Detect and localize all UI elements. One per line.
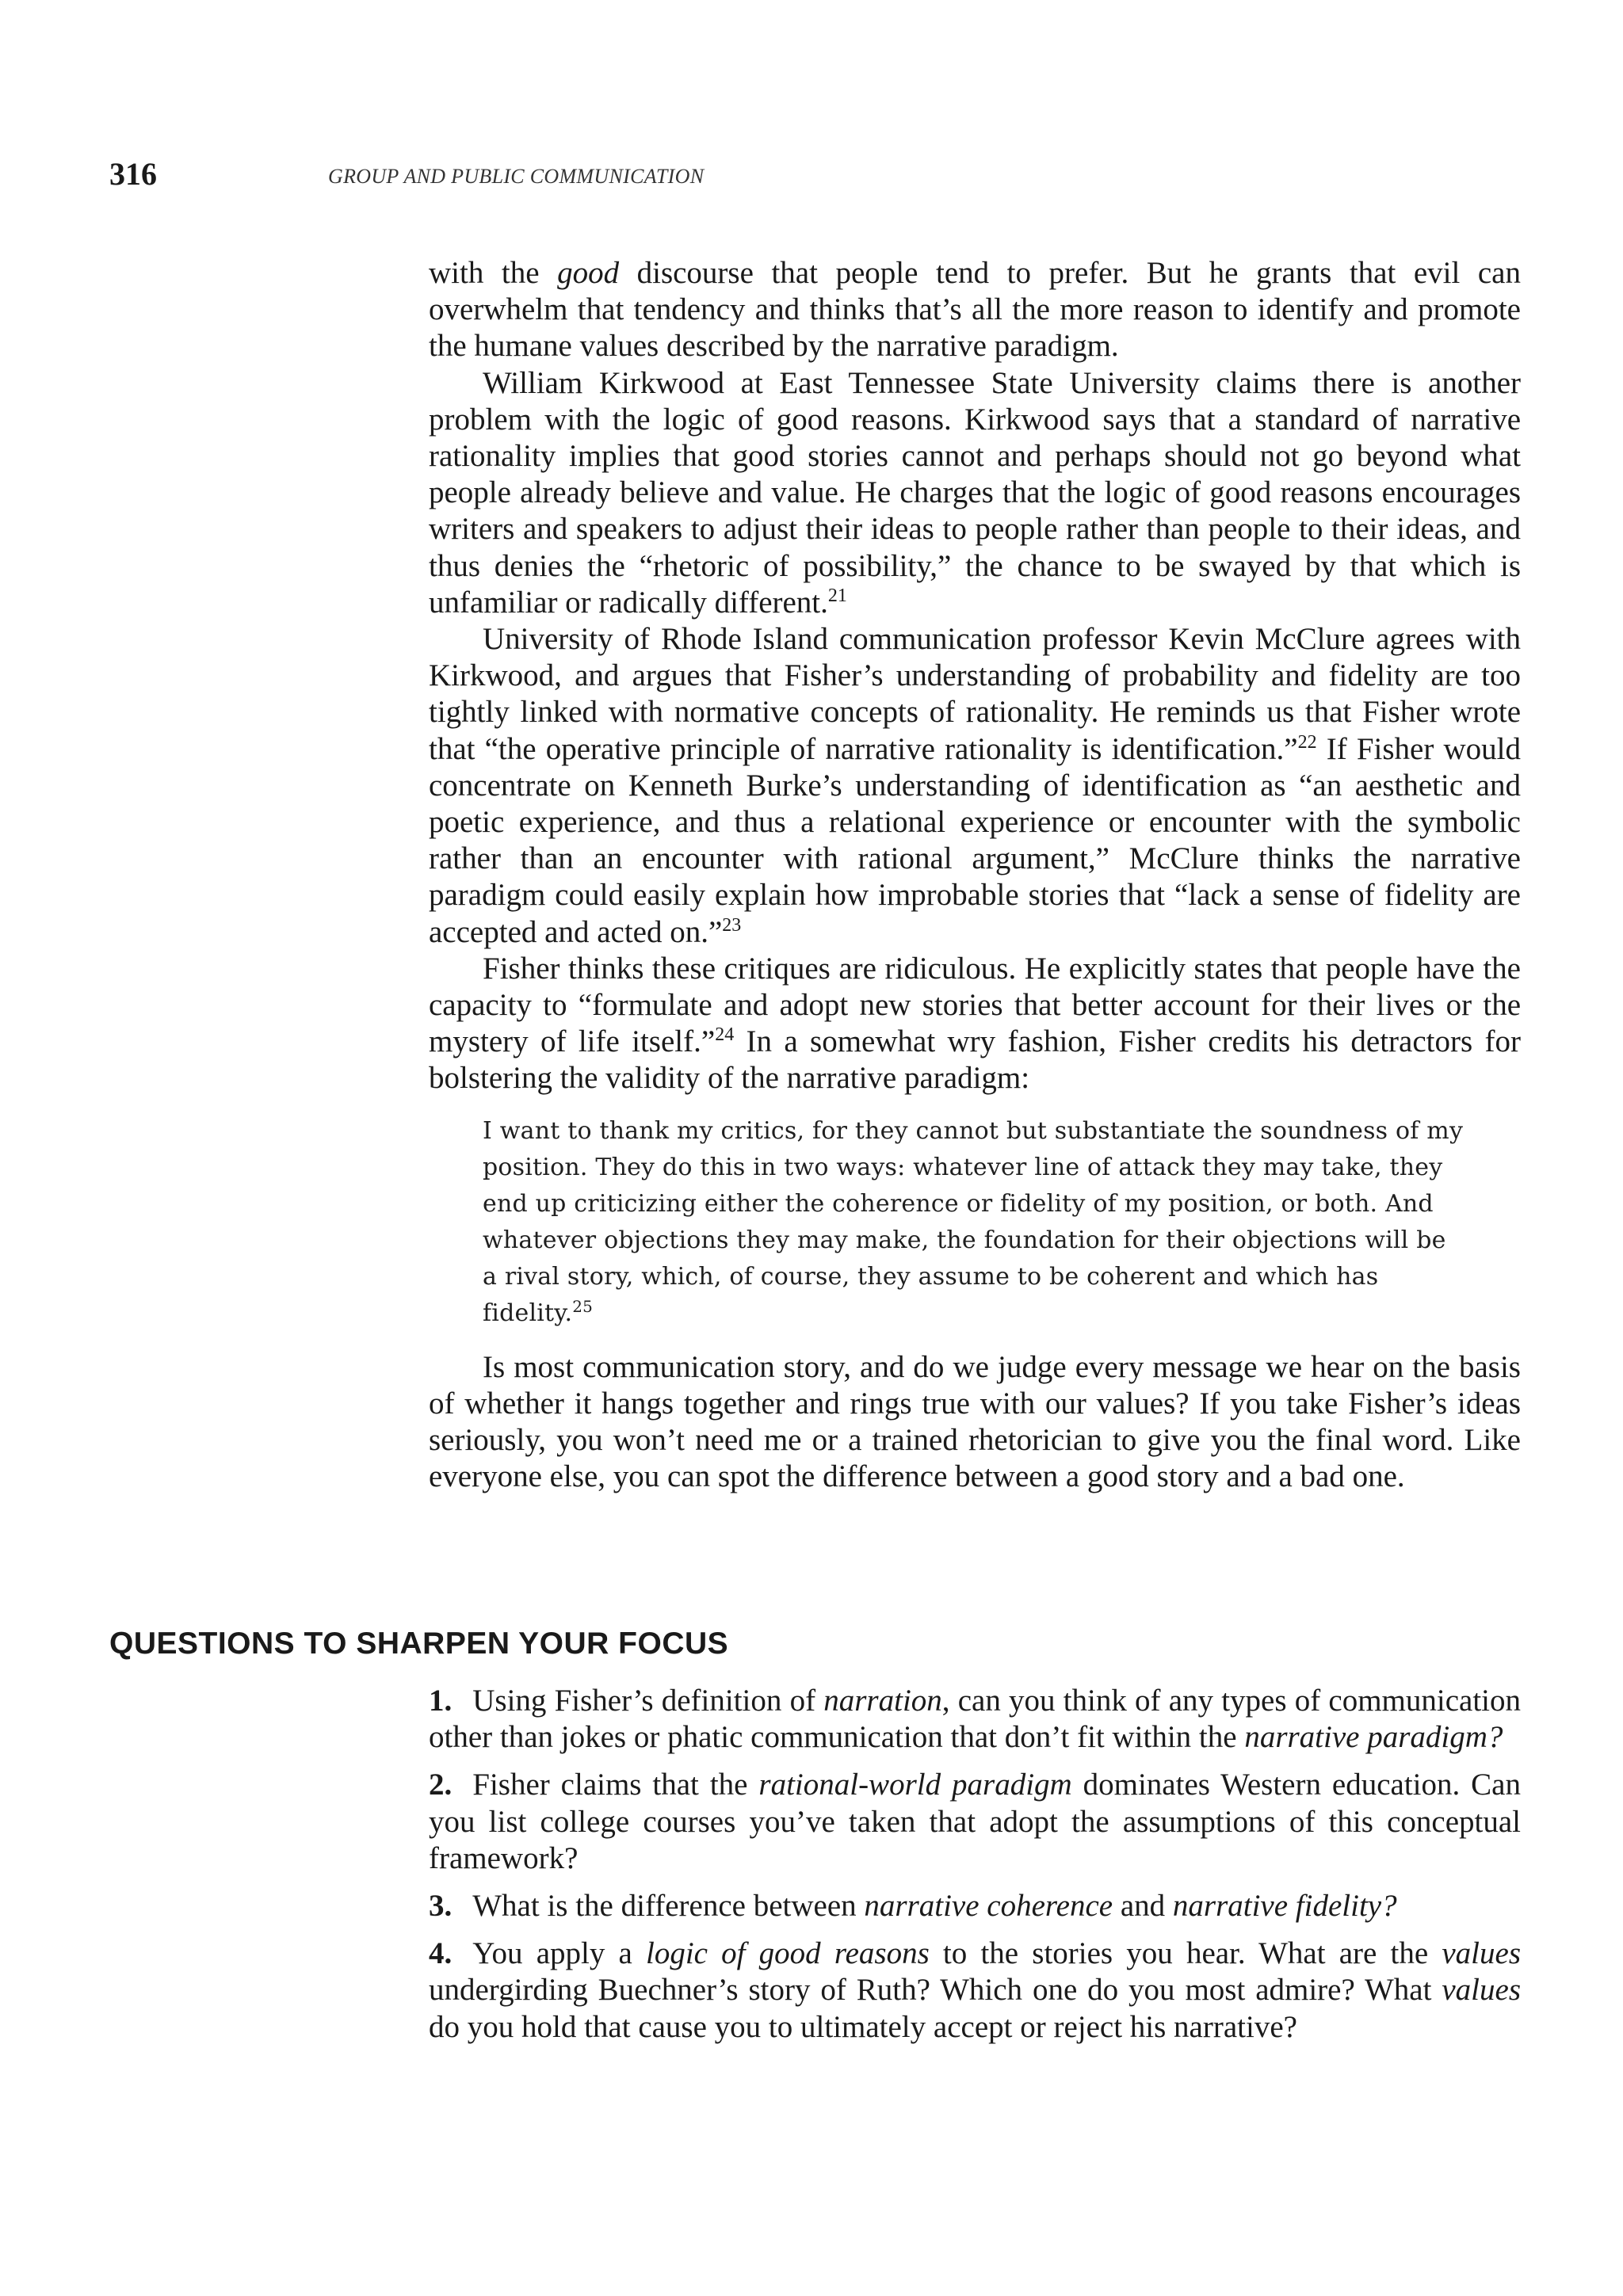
question-3 [429,1888,1521,1924]
term-narrative-fidelity: narrative fidelity? [1172,1889,1397,1924]
question-3-text-b: and [1113,1889,1173,1924]
question-2-text-a: Fisher claims that the [472,1768,759,1802]
question-1-text-a: Using Fisher’s definition of [472,1684,824,1718]
question-1-text-b: , can you think of any types of communication other than jokes or phatic communication that don’t fit within the [429,1684,1521,1755]
footnote-ref-21: 21 [827,585,847,606]
term-narrative-paradigm: narrative paradigm? [1244,1720,1503,1755]
section-heading: QUESTIONS TO SHARPEN YOUR FOCUS [109,1627,729,1661]
question-2-text-b: dominates Western education. Can you list college courses you’ve taken that adopt the assumptions of this conceptual framework? [429,1768,1521,1875]
term-rational-world-paradigm: rational-world paradigm [758,1768,1072,1802]
question-1 [429,1683,1521,1756]
question-number: 3. [429,1889,453,1924]
question-4-text-a: You apply a [472,1936,646,1971]
footnote-ref-23: 23 [722,914,742,936]
footnote-ref-24: 24 [715,1024,735,1046]
running-head [109,155,1520,203]
paragraph-2 [429,365,1521,621]
paragraph-3 [429,621,1521,951]
block-quote [483,1113,1464,1332]
term-logic-of-good-reasons: logic of good reasons [646,1936,930,1971]
paragraph-3-text-b: If Fisher would concentrate on Kenneth Burke’s understanding of identification as “an aesthetic and poetic experience, and thus a relational experience or encounter with the symbolic rather than an encounter with rational argument,” McClure thinks the narrative paradigm could easily explain how improbable stories that “lack a sense of fidelity are accepted and acted on.” [429,731,1521,949]
question-4 [429,1936,1521,2046]
question-4-text-c: undergirding Buechner’s story of Ruth? Which one do you most admire? What [429,1973,1442,2008]
question-4-text-d: do you hold that cause you to ultimately accept or reject his narrative? [429,2009,1297,2044]
question-3-text-a: What is the difference between [472,1889,865,1924]
running-title: GROUP AND PUBLIC COMMUNICATION [328,165,705,188]
page-number: 316 [109,156,157,192]
emphasis-good: good [557,256,620,290]
paragraph-5-text: Is most communication story, and do we judge every message we hear on the basis of whether it hangs together and rings true with our values? If you take Fisher’s ideas seriously, you won’t need me or a trained rhetorician to give you the final word. Like everyone else, you can spot the difference between a good story and a bad one. [429,1349,1521,1494]
paragraph-4-text-b: In a somewhat wry fashion, Fisher credits his detractors for bolstering the validity of the narrative paradigm: [429,1024,1521,1096]
paragraph-1 [429,255,1521,365]
footnote-ref-25: 25 [572,1296,594,1316]
term-values-2: values [1442,1973,1521,2008]
question-2 [429,1767,1521,1877]
term-narrative-coherence: narrative coherence [864,1889,1113,1924]
body-text [429,255,1521,1495]
paragraph-4 [429,951,1521,1097]
question-list [429,1683,1521,2057]
footnote-ref-22: 22 [1297,731,1317,753]
paragraph-1-text-a: with the [429,256,558,290]
term-values: values [1442,1936,1521,1971]
paragraph-4-text-a: Fisher thinks these critiques are ridiculous. He explicitly states that people have the capacity to “formulate and adopt new stories that better account for their lives or the mystery of life itself.” [429,951,1521,1059]
question-number: 1. [429,1684,453,1718]
paragraph-5 [429,1349,1521,1496]
question-4-text-b: to the stories you hear. What are the [929,1936,1442,1971]
paragraph-1-text-b: discourse that people tend to prefer. But he grants that evil can overwhelm that tendency and thinks that’s all the more reason to identify and promote the humane values described by the narrative paradigm. [429,256,1521,364]
question-number: 4. [429,1936,453,1971]
term-narration: narration [823,1684,942,1718]
block-quote-text: I want to thank my critics, for they cannot but substantiate the soundness of my position. They do this in two ways: whatever line of attack they may take, they end up criticizing either the coherence or fidelity of my position, or both. And whatever objections they may make, the foundation for their objections will be a rival story, which, of course, they assume to be coherent and which has fidelity. [483,1116,1464,1327]
paragraph-2-text: William Kirkwood at East Tennessee State University claims there is another problem with the logic of good reasons. Kirkwood says that a standard of narrative rationality implies that good stories cannot and perhaps should not go beyond what people already believe and value. He charges that the logic of good reasons encourages writers and speakers to adjust their ideas to people rather than people to their ideas, and thus denies the “rhetoric of possibility,” the chance to be swayed by that which is unfamiliar or radically different. [429,365,1521,620]
question-number: 2. [429,1768,453,1802]
paragraph-3-text-a: University of Rhode Island communication professor Kevin McClure agrees with Kirkwood, and argues that Fisher’s understanding of probability and fidelity are too tightly linked with normative concepts of rationality. He reminds us that Fisher wrote that “the operative principle of narrative rationality is identification.” [429,622,1521,766]
